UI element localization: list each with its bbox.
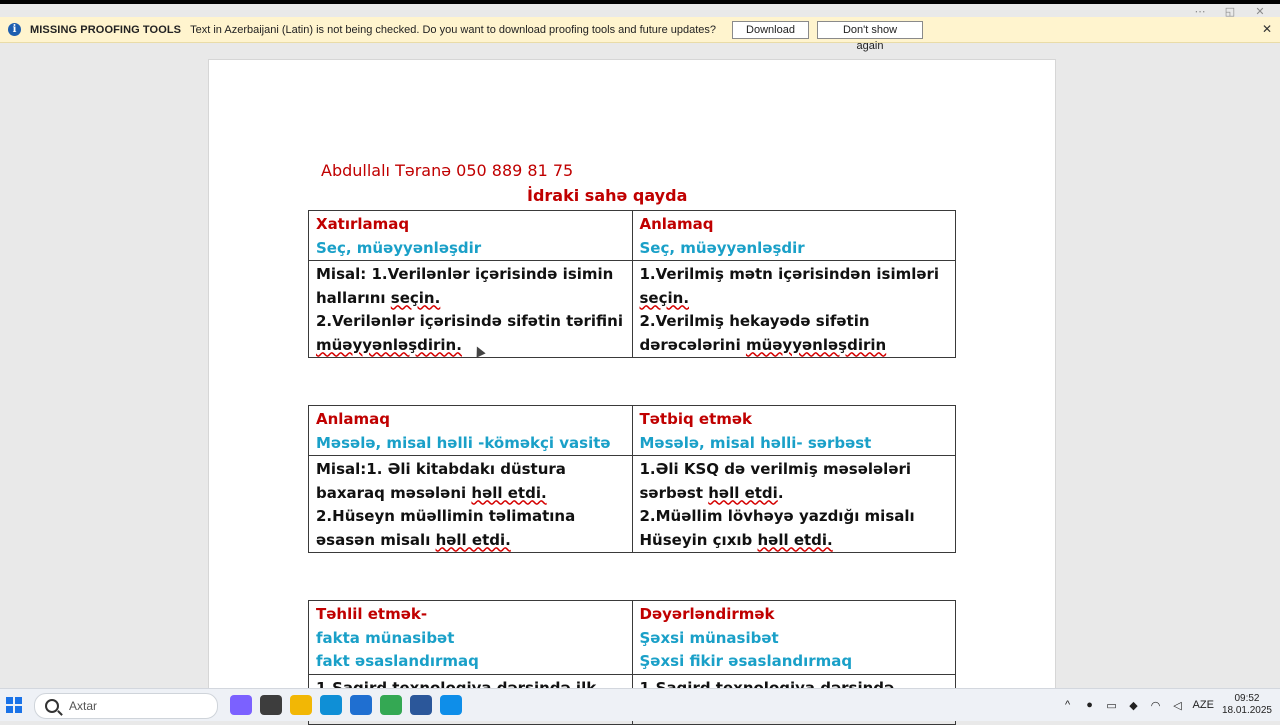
table-cell[interactable] <box>632 211 956 261</box>
table-cell[interactable] <box>309 211 633 261</box>
cell-subheading: fakta münasibət <box>316 628 455 647</box>
volume-icon[interactable]: ◁ <box>1173 699 1182 712</box>
window-controls <box>1192 4 1280 18</box>
cell-text: 1.Əli KSQ də verilmiş məsələləri sərbəst <box>639 460 912 502</box>
clock-date: 18.01.2025 <box>1221 705 1272 716</box>
table-cell[interactable] <box>309 456 633 553</box>
cell-heading: Dəyərləndirmək <box>639 605 775 623</box>
word-icon[interactable] <box>410 695 432 715</box>
pinned-apps <box>230 695 462 715</box>
search-placeholder: Axtar <box>69 699 98 713</box>
cell-text: 2.Verilmiş hekayədə sifətin dərəcələrini <box>639 312 870 354</box>
security-icon[interactable]: ◆ <box>1129 699 1138 712</box>
cell-text: 1.Verilmiş mətn içərisindən isimləri <box>639 265 940 283</box>
misspelled-word: müəyyənləşdirin <box>745 335 887 354</box>
cell-heading: Anlamaq <box>639 215 714 233</box>
edge-icon[interactable] <box>320 695 342 715</box>
table-cell[interactable]: 1.Əli KSQ də verilmiş məsələləri sərbəst həll etdi. 2.Müəllim lövhəyə yazdığı misalı Hüseyin çıxıb həll etdi. <box>632 456 956 553</box>
document-title: İdraki sahə qayda <box>527 186 688 205</box>
cell-subheading: Seç, müəyyənləşdir <box>316 238 482 257</box>
misspelled-word: seçin. <box>639 288 690 307</box>
dont-show-again-button[interactable]: Don't show again <box>817 21 923 39</box>
table-cell[interactable] <box>309 601 633 675</box>
table-cell[interactable] <box>632 601 956 675</box>
cell-heading: Anlamaq <box>316 410 391 428</box>
cell-subheading: Şəxsi fikir əsaslandırmaq <box>639 652 853 670</box>
misspelled-word: həll etdi. <box>471 483 547 502</box>
chrome-icon[interactable] <box>380 695 402 715</box>
task-view-icon[interactable] <box>260 695 282 715</box>
close-window-icon[interactable]: ✕ <box>1255 4 1265 18</box>
message-bar-text: Text in Azerbaijani (Latin) is not being checked. Do you want to download proofing tools and future updates? <box>190 23 717 36</box>
cell-heading: Xatırlamaq <box>316 215 410 233</box>
table-cell[interactable] <box>632 261 956 358</box>
cell-subheading: Şəxsi münasibət <box>639 628 779 647</box>
cell-heading: Təhlil etmək- <box>316 605 428 623</box>
copilot-icon[interactable] <box>230 695 252 715</box>
battery-icon[interactable]: ▭ <box>1106 699 1117 712</box>
table-cell[interactable] <box>309 261 633 358</box>
cell-subheading: Məsələ, misal həlli -köməkçi vasitə <box>316 433 611 452</box>
cell-text: 2.Müəllim lövhəyə yazdığı misalı Hüseyin çıxıb <box>639 507 915 549</box>
cell-text: Misal:1. Əli kitabdakı düstura baxaraq məsələni <box>316 460 566 502</box>
misspelled-word: həll etdi. <box>757 530 833 549</box>
language-indicator[interactable]: AZE <box>1192 699 1214 711</box>
cell-text: 2.Verilənlər içərisində sifətin tərifini <box>316 312 623 330</box>
misspelled-word: həll etdi <box>708 483 778 502</box>
close-icon[interactable]: ✕ <box>1261 22 1272 36</box>
table-cell[interactable] <box>632 406 956 456</box>
taskbar-search[interactable] <box>34 693 218 719</box>
doc-table-2 <box>308 405 956 553</box>
system-tray <box>1061 693 1272 717</box>
doc-table-1 <box>308 210 956 358</box>
cell-text: 2.Hüseyn müəllimin təlimatına əsasən misalı <box>316 507 576 549</box>
cell-text: Misal: 1.Verilənlər içərisində isimin hallarını <box>316 265 614 307</box>
clock[interactable] <box>1222 693 1272 717</box>
document-page[interactable] <box>208 59 1056 701</box>
misspelled-word: həll etdi. <box>435 530 511 549</box>
download-button[interactable]: Download <box>732 21 809 39</box>
author-line: Abdullalı Təranə 050 889 81 75 <box>321 161 574 180</box>
cell-subheading: Məsələ, misal həlli- sərbəst <box>639 433 872 452</box>
start-button[interactable] <box>6 697 22 713</box>
top-strip <box>0 0 1280 4</box>
file-explorer-icon[interactable] <box>290 695 312 715</box>
info-icon: i <box>8 23 21 36</box>
teamviewer-icon[interactable] <box>440 695 462 715</box>
cell-heading: Tətbiq etmək <box>639 410 753 428</box>
message-bar <box>0 17 1280 52</box>
taskbar <box>0 688 1280 721</box>
tray-expand-icon[interactable]: ^ <box>1064 699 1071 711</box>
clock-time: 09:52 <box>1234 693 1260 704</box>
wifi-icon[interactable]: ◠ <box>1150 699 1161 712</box>
restore-icon[interactable]: ◱ <box>1224 4 1236 18</box>
message-bar-title: MISSING PROOFING TOOLS <box>30 23 182 36</box>
misspelled-word: seçin. <box>390 288 441 307</box>
misspelled-word: müəyyənləşdirin. <box>316 335 462 354</box>
more-options-icon[interactable]: ⋯ <box>1194 4 1206 18</box>
table-cell[interactable] <box>309 406 633 456</box>
search-icon <box>45 699 59 713</box>
microphone-icon[interactable]: ● <box>1086 699 1093 711</box>
cell-subheading: fakt əsaslandırmaq <box>316 652 479 670</box>
cell-subheading: Seç, müəyyənləşdir <box>639 238 805 257</box>
store-icon[interactable] <box>350 695 372 715</box>
